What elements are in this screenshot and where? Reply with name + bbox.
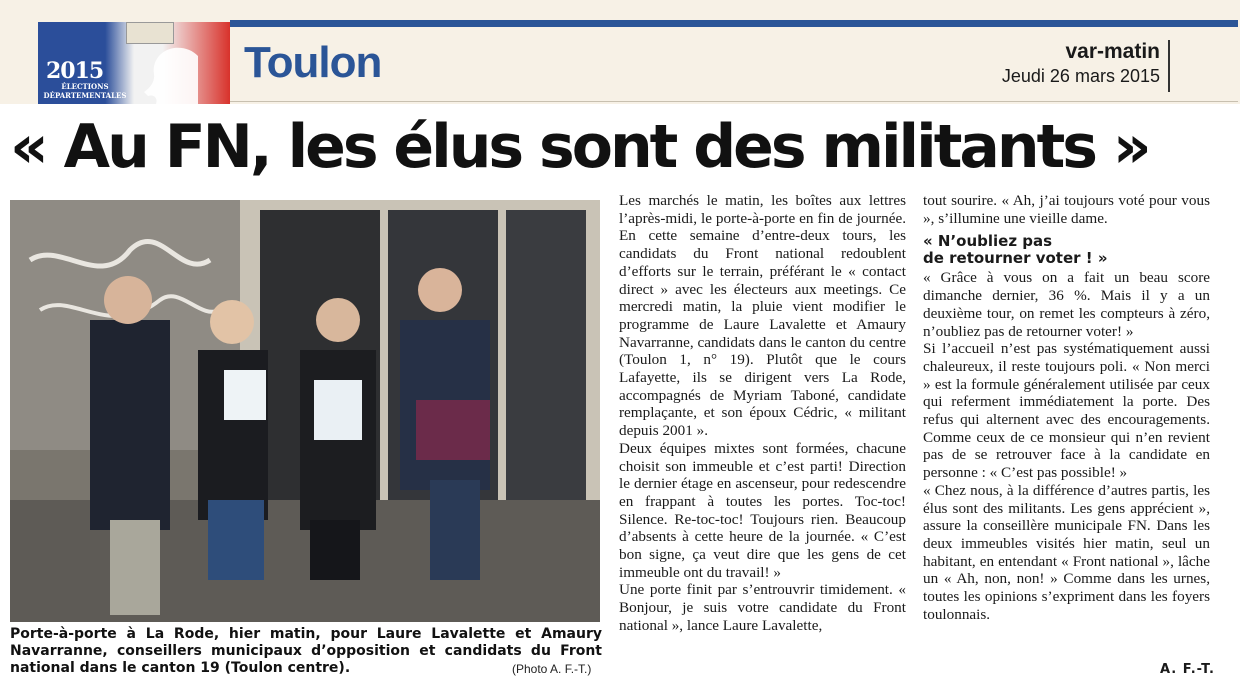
paragraph: Une porte finit par s’entrouvrir timidement. « Bonjour, je suis votre candidate du Front national », lance Laure Lavalette,	[619, 581, 906, 634]
section-title: Toulon	[244, 38, 382, 87]
masthead	[1000, 40, 1170, 92]
paper-name: var-matin	[1065, 40, 1160, 63]
marianne-icon	[134, 46, 198, 104]
subheading	[923, 233, 1210, 267]
badge-year: 2015	[46, 58, 104, 84]
paragraph: Si l’accueil n’est pas systématiquement aussi chaleureux, il reste toujours poli. « Non merci » est la formule généralement utilisée par ceux qui referment immédiatement la porte. Des refus qui alternent avec des encouragements. Comme ceux de ce monsieur qui n’en revient pas de se retrouver face à la candidate en personne : « C’est pas possible! »	[923, 340, 1210, 482]
badge-subtitle: ÉLECTIONS DÉPARTEMENTALES	[43, 82, 127, 100]
article-column-2	[923, 192, 1210, 623]
ballot-icon	[126, 22, 174, 44]
photo-credit: (Photo A. F.-T.)	[512, 662, 592, 676]
paragraph: « Grâce à vous on a fait un beau score dimanche dernier, 36 %. Mais il y a un deuxième tour, on remet les compteurs à zéro, n’oubliez pas de retourner voter! »	[923, 269, 1210, 340]
article-photo	[10, 200, 600, 622]
subheading-line: de retourner voter ! »	[923, 249, 1108, 268]
paragraph: Deux équipes mixtes sont formées, chacune choisit son immeuble et c’est parti! Direction le dernier étage en ascenseur, pour redescendre en frappant à toutes les portes. Toc-toc! Silence. Re-toc-toc! Toujours rien. Beaucoup d’absents à cette heure de la journée. « C’est bon signe, ça veut dire que les gens de cet immeuble ont du travail! »	[619, 439, 906, 581]
paragraph: Les marchés le matin, les boîtes aux lettres l’après-midi, le porte-à-porte en fin de journée. En cette semaine d’entre-deux tours, les candidats du Front national redoublent d’efforts sur le terrain, préférant le « contact direct » avec les électeurs aux meetings. Ce mercredi matin, la pluie vient modifier le programme de Laure Lavalette et Amaury Navarranne, candidats dans le canton du centre (Toulon 1, n° 19). Plutôt que le cours Lafayette, ils se dirigent vers La Rode, accompagnés de Myriam Taboné, candidate remplaçante, et son époux Cédric, « militant depuis 2001 ».	[619, 192, 906, 440]
article-column-1	[619, 192, 906, 635]
paragraph: « Chez nous, à la différence d’autres partis, les élus sont des militants. Les gens apprécient », assure la conseillère municipale FN. Dans les deux immeubles visités hier matin, seul un habitant, en entendant « Front national », lâche un « Ah, non, non! » Comme dans les urnes, toutes les opinions s’expriment dans les foyers toulonnais.	[923, 481, 1210, 623]
publication-date: Jeudi 26 mars 2015	[1001, 66, 1160, 86]
photo-illustration	[10, 200, 600, 622]
headline: « Au FN, les élus sont des militants »	[10, 112, 1149, 182]
header-divider	[230, 101, 1238, 102]
author-signature: A. F.-T.	[1160, 662, 1215, 677]
header-rule	[230, 20, 1238, 27]
elections-2015-logo	[38, 22, 230, 104]
paragraph: tout sourire. « Ah, j’ai toujours voté pour vous », s’illumine une vieille dame.	[923, 192, 1210, 227]
subheading-line: « N’oubliez pas	[923, 232, 1053, 251]
photo-caption: Porte-à-porte à La Rode, hier matin, pour Laure Lavalette et Amaury Navarranne, conseillers municipaux d’opposition et candidats du Front national dans le canton 19 (Toulon centre).	[10, 626, 602, 676]
